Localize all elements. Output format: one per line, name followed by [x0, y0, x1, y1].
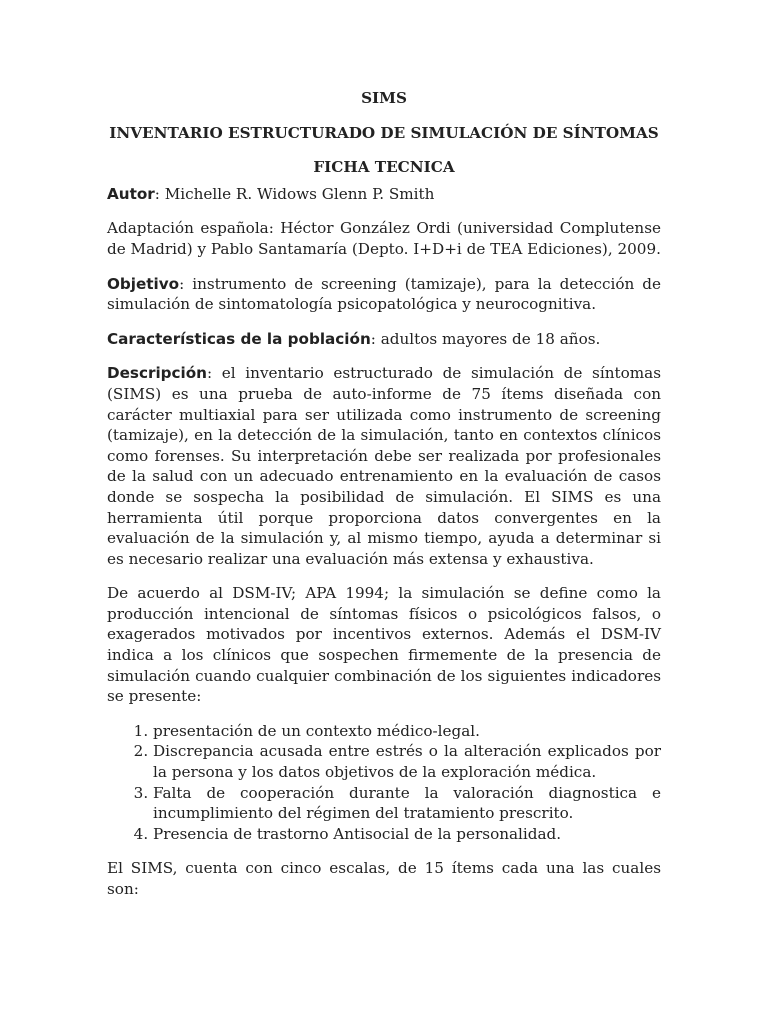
document-subtitle: INVENTARIO ESTRUCTURADO DE SIMULACIÓN DE SÍNTOMAS — [109, 123, 659, 142]
description-label: Descripción — [107, 364, 207, 383]
population-sep: : — [370, 329, 381, 348]
population-value: adultos mayores de 18 años. — [380, 329, 601, 348]
dsm-paragraph: De acuerdo al DSM-IV; APA 1994; la simulación se define como la producción intencional de síntomas físicos o psicológicos falsos, o exagerados motivados por incentivos externos. Además el DSM-IV indica a los clínicos que sospechen firmemente de la presencia de simulación cuando cualquier combinación de los siguientes indicadores se presente: — [107, 584, 661, 706]
list-item: 2. Discrepancia acusada entre estrés o la alteración explicados por la persona y los datos objetivos de la exploración médica. — [153, 741, 661, 782]
description-paragraph — [107, 363, 661, 569]
population-label: Características de la población — [107, 329, 371, 348]
author-sep: : — [154, 184, 165, 203]
list-item: 3. Falta de cooperación durante la valoración diagnostica e incumplimiento del régimen del tratamiento prescrito. — [153, 783, 661, 824]
population-paragraph — [107, 329, 661, 350]
indicator-list — [107, 721, 661, 845]
description-sep: : — [206, 364, 222, 383]
author-paragraph — [107, 184, 661, 205]
document-title: SIMS — [361, 89, 407, 107]
description-value: el inventario estructurado de simulación de síntomas (SIMS) es una prueba de auto-informe de 75 ítems diseñada con carácter multiaxial para ser utilizada como instrumento de screening (tamizaje), en la detección de la simulación, tanto en contextos clínicos como forenses. Su interpretación debe ser realizada por profesionales de la salud con un adecuado entrenamiento en la evaluación de casos donde se sospecha la posibilidad de simulación. El SIMS es una herramienta útil porque proporciona datos convergentes en la evaluación de la simulación y, al mismo tiempo, ayuda a determinar si es necesario realizar una evaluación más extensa y exhaustiva. — [107, 364, 661, 568]
objective-sep: : — [179, 274, 193, 293]
list-item: 4. Presencia de trastorno Antisocial de la personalidad. — [153, 824, 661, 845]
objective-value: instrumento de screening (tamizaje), para la detección de simulación de sintomatología psicopatológica y neurocognitiva. — [107, 274, 661, 314]
author-value: Michelle R. Widows Glenn P. Smith — [164, 184, 435, 203]
closing-paragraph: El SIMS, cuenta con cinco escalas, de 15 ítems cada una las cuales son: — [107, 859, 661, 898]
list-item: 1. presentación de un contexto médico-legal. — [153, 721, 661, 742]
section-heading: FICHA TECNICA — [313, 158, 455, 177]
objective-label: Objetivo — [107, 274, 180, 293]
objective-paragraph — [107, 274, 661, 315]
adaptation-paragraph: Adaptación española: Héctor González Ordi (universidad Complutense de Madrid) y Pablo Santamaría (Depto. I+D+i de TEA Ediciones), 2009. — [107, 219, 661, 258]
author-label: Autor — [107, 184, 155, 203]
